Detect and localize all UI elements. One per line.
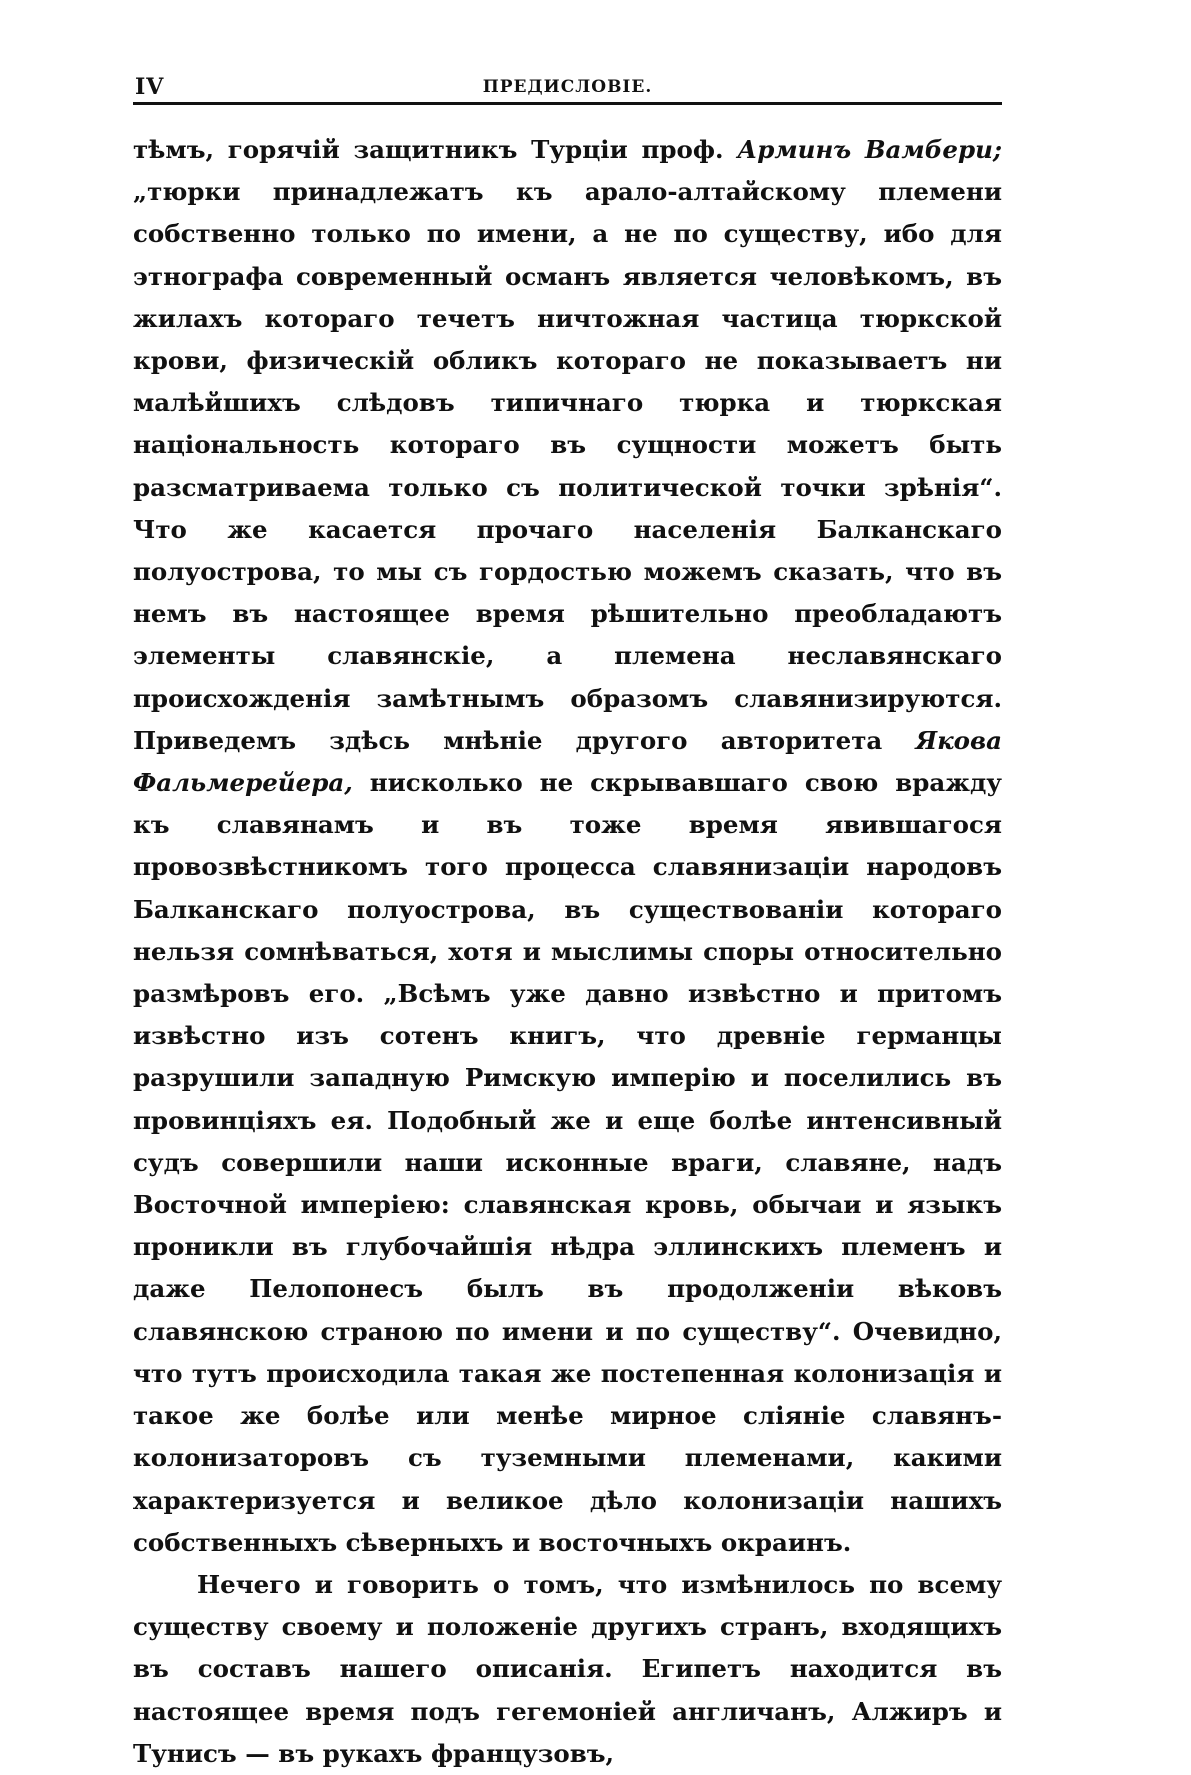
paragraph — [133, 1564, 1002, 1775]
author-name-fallmerayer: Якова Фальмерейера, — [133, 725, 1002, 798]
body-text — [133, 129, 1002, 1775]
running-header — [133, 72, 1002, 105]
paragraph — [133, 129, 1002, 1564]
running-title: ПРЕДИСЛОВІЕ. — [482, 77, 653, 97]
page-number: IV — [135, 74, 165, 100]
author-name-vambery: Арминъ Вамбери; — [737, 135, 1002, 164]
book-page — [133, 72, 1002, 1775]
text-run: „тюрки принадлежатъ къ арало-алтайскому племени собственно только по имени, а не по существу, ибо для этнографа современный османъ является человѣкомъ, въ жилахъ котораго течетъ ничтожная частица тюркской крови, физическій обликъ котораго не показываетъ ни малѣйшихъ слѣдовъ типичнаго тюрка и тюркская національность котораго въ сущности можетъ быть разсматриваема только съ политической точки зрѣнія“. Что же касается прочаго населенія Балканскаго полуострова, то мы съ гордостью можемъ сказать, что въ немъ въ настоящее время рѣшительно преобладаютъ элементы славянскіе, а племена неславянскаго происхожденія замѣтнымъ образомъ славянизируются. Приведемъ здѣсь мнѣніе другого авторитета — [133, 177, 1002, 755]
text-run: нисколько не скрывавшаго свою вражду къ славянамъ и въ тоже время явившагося провозвѣстникомъ того процесса славянизаціи народовъ Балканскаго полуострова, въ существованіи котораго нельзя сомнѣваться, хотя и мыслимы споры относительно размѣровъ его. „Всѣмъ уже давно извѣстно и притомъ извѣстно изъ сотенъ книгъ, что древніе германцы разрушили западную Римскую имперію и поселились въ провинціяхъ ея. Подобный же и еще болѣе интенсивный судъ совершили наши исконные враги, славяне, надъ Восточной имперіею: славянская кровь, обычаи и языкъ проникли въ глубочайшія нѣдра эллинскихъ племенъ и даже Пелопонесъ былъ въ продолженіи вѣковъ славянскою страною по имени и по существу“. Очевидно, что тутъ происходила такая же постепенная колонизація и такое же болѣе или менѣе мирное сліяніе славянъ-колонизаторовъ съ туземными племенами, какими характеризуется и великое дѣло колонизаціи нашихъ собственныхъ сѣверныхъ и восточныхъ окраинъ. — [133, 768, 1002, 1557]
text-run: тѣмъ, горячій защитникъ Турціи проф. — [133, 135, 738, 164]
text-run: Нечего и говорить о томъ, что измѣнилось по всему существу своему и положеніе другихъ странъ, входящихъ въ составъ нашего описанія. Египетъ находится въ настоящее время подъ гегемоніей англичанъ, Алжиръ и Тунисъ — въ рукахъ французовъ, — [133, 1569, 1002, 1768]
